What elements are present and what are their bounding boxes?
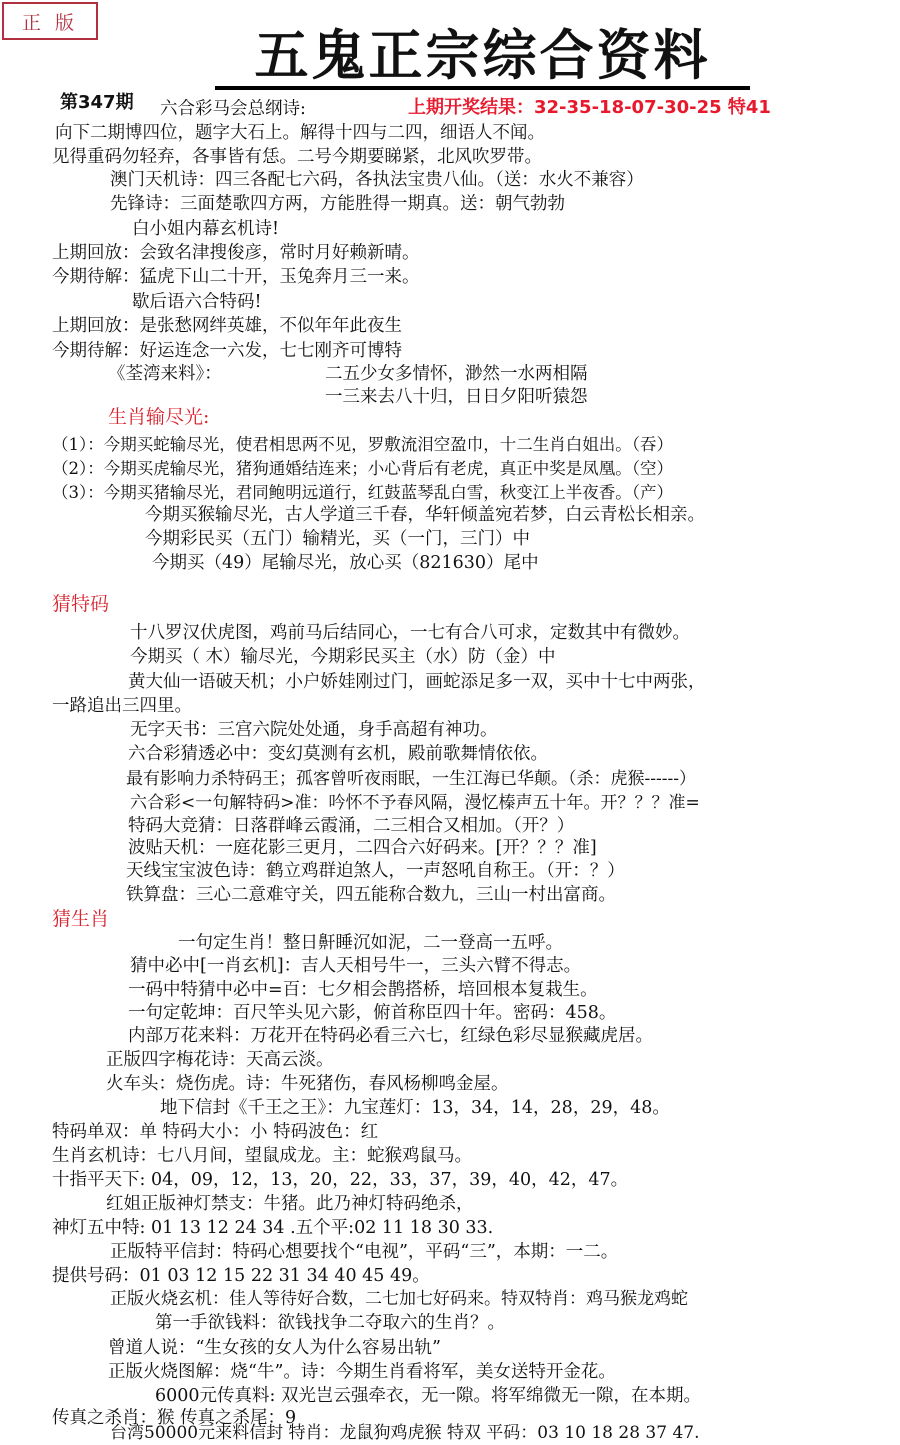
text-line: （1）：今期买蛇输尽光，使君相思两不见，罗敷流泪空盈巾，十二生肖白姐出。（吞） [52,435,673,454]
text-line: 无字天书：三宫六院处处通，身手高超有神功。 [130,720,498,740]
text-line: 白小姐内幕玄机诗! [132,219,280,239]
text-line: （3）：今期买猪输尽光，君同鲍明远道行，红鼓蓝琴乱白雪，秋变江上半夜香。（产） [52,483,673,502]
text-line: 正版火烧图解：烧“牛”。诗：今期生肖看将军，美女送特开金花。 [108,1362,616,1382]
text-line: 地下信封《千王之王》：九宝莲灯：13，34，14，28，29，48。 [160,1098,670,1118]
genuine-stamp: 正 版 [2,2,98,40]
text-line: 一路追出三四里。 [52,696,192,716]
text-line: 台湾50000元来料信封 特肖：龙鼠狗鸡虎猴 特双 平码：03 10 18 28 37 47. [110,1423,700,1443]
text-line: 先锋诗：三面楚歌四方两，方能胜得一期真。送：朝气勃勃 [110,194,565,214]
text-line: 正版四字梅花诗：天高云淡。 [106,1050,334,1070]
text-line: 今期买猴输尽光，古人学道三千春，华轩倾盖宛若梦，白云青松长相亲。 [145,505,705,525]
section-heading-guess-zodiac: 猜生肖 [52,908,110,930]
text-line: 见得重码勿轻弃，各事皆有恁。二号今期要睇紧，北风吹罗带。 [52,147,542,167]
text-line: 十指平天下: 04，09，12，13，20，22，33，37，39，40，42，47。 [52,1170,629,1190]
text-line: 向下二期博四位，题字大石上。解得十四与二四，细语人不闻。 [55,123,545,143]
text-line: 神灯五中特: 01 13 12 24 34 .五个平:02 11 18 30 33. [52,1218,494,1238]
text-line: 正版火烧玄机：佳人等待好合数，二七加七好码来。特双特肖：鸡马猴龙鸡蛇 [110,1289,688,1309]
text-line: 今期待解：猛虎下山二十开，玉兔奔月三一来。 [52,267,420,287]
last-draw-result: 上期开奖结果：32-35-18-07-30-25 特41 [408,97,771,118]
text-line: 歇后语六合特码! [132,292,262,312]
text-line: 提供号码：01 03 12 15 22 31 34 40 45 49。 [52,1266,430,1286]
text-line: 特码大竞猜：日落群峰云霞涌，二三相合又相加。（开？） [128,816,575,836]
text-line: （2）：今期买虎输尽光，猪狗通婚结连来；小心背后有老虎，真正中奖是凤凰。（空） [52,459,673,478]
section-heading-guess-special: 猜特码 [52,593,110,615]
page-title: 五鬼正宗综合资料 [215,20,750,90]
text-line: 二五少女多情怀，渺然一水两相隔 [325,364,588,384]
text-line: 十八罗汉伏虎图，鸡前马后结同心，一七有合八可求，定数其中有微妙。 [130,623,690,643]
text-line: 最有影响力杀特码王；孤客曾听夜雨眠，一生江海已华颠。（杀：虎猴------） [126,769,696,789]
text-line: 今期彩民买（五门）输精光，买（一门，三门）中 [145,529,530,549]
text-line: 传真之杀肖：猴 传真之杀尾：9 [52,1408,297,1428]
text-line: 一码中特猜中必中=百：七夕相会鹊搭桥，培回根本复栽生。 [128,980,598,1000]
text-line: 今期待解：好运连念一六发，七七刚齐可博特 [52,341,402,361]
text-line: 6000元传真料: 双光岂云强牵衣，无一隙。将军绵微无一隙，在本期。 [155,1386,701,1406]
text-line: 上期回放：是张愁网绊英雄，不似年年此夜生 [52,316,402,336]
text-line: 一句定生肖！整日鼾睡沉如泥，二一登高一五呼。 [178,933,563,953]
text-line: 六合彩猜透必中：变幻莫测有玄机，殿前歌舞情依依。 [128,744,548,764]
issue-number: 第347期 [60,92,134,113]
text-line: 黄大仙一语破天机；小户娇娃刚过门，画蛇添足多一双，买中十七中两张， [128,672,706,692]
text-line: 今期买（ 木）输尽光，今期彩民买主（水）防（金）中 [130,647,556,667]
text-line: 一三来去八十归，日日夕阳听猿怨 [325,387,588,407]
text-line: 第一手欲钱料：欲钱找争二夺取六的生肖？。 [155,1313,505,1333]
text-line: 生肖玄机诗：七八月间，望鼠成龙。主：蛇猴鸡鼠马。 [52,1146,472,1166]
text-line: 猜中必中[一肖玄机]：吉人天相号牛一，三头六臂不得志。 [130,956,582,976]
text-line: 《荃湾来料》： [108,364,222,384]
text-line: 一句定乾坤：百尺竿头见六影，俯首称臣四十年。密码：458。 [128,1003,617,1023]
text-line: 特码单双：单 特码大小：小 特码波色：红 [52,1122,379,1142]
text-line: 正版特平信封：特码心想要找个“电视”，平码“三”，本期：一二。 [110,1242,619,1262]
section-heading-zodiac-lose: 生肖输尽光: [108,406,210,428]
text-line: 今期买（49）尾输尽光，放心买（821630）尾中 [152,553,539,573]
text-line: 天线宝宝波色诗：鹤立鸡群迫煞人，一声怒吼自称王。（开：？） [126,861,625,881]
text-line: 澳门天机诗：四三各配七六码，各执法宝贵八仙。（送：水火不兼容） [110,170,644,190]
text-line: 曾道人说：“生女孩的女人为什么容易出轨” [108,1338,441,1358]
text-line: 火车头：烧伤虎。诗：牛死猪伤，春风杨柳鸣金屋。 [106,1074,509,1094]
text-line: 上期回放：会致名津搜俊彦，常时月好赖新晴。 [52,243,420,263]
text-line: 红姐正版神灯禁支：牛猪。此乃神灯特码绝杀， [106,1194,474,1214]
text-line: 六合彩<一句解特码>准：吟怀不予春风隔，漫忆榛声五十年。开？？？准= [130,793,700,813]
text-line: 内部万花来料：万花开在特码必看三六七，红绿色彩尽显猴藏虎居。 [128,1026,653,1046]
text-line: 六合彩马会总纲诗: [160,99,306,119]
text-line: 铁算盘：三心二意难守关，四五能称合数九，三山一村出富商。 [126,885,616,905]
text-line: 波贴天机：一庭花影三更月，二四合六好码来。[开？？？准] [128,838,597,858]
